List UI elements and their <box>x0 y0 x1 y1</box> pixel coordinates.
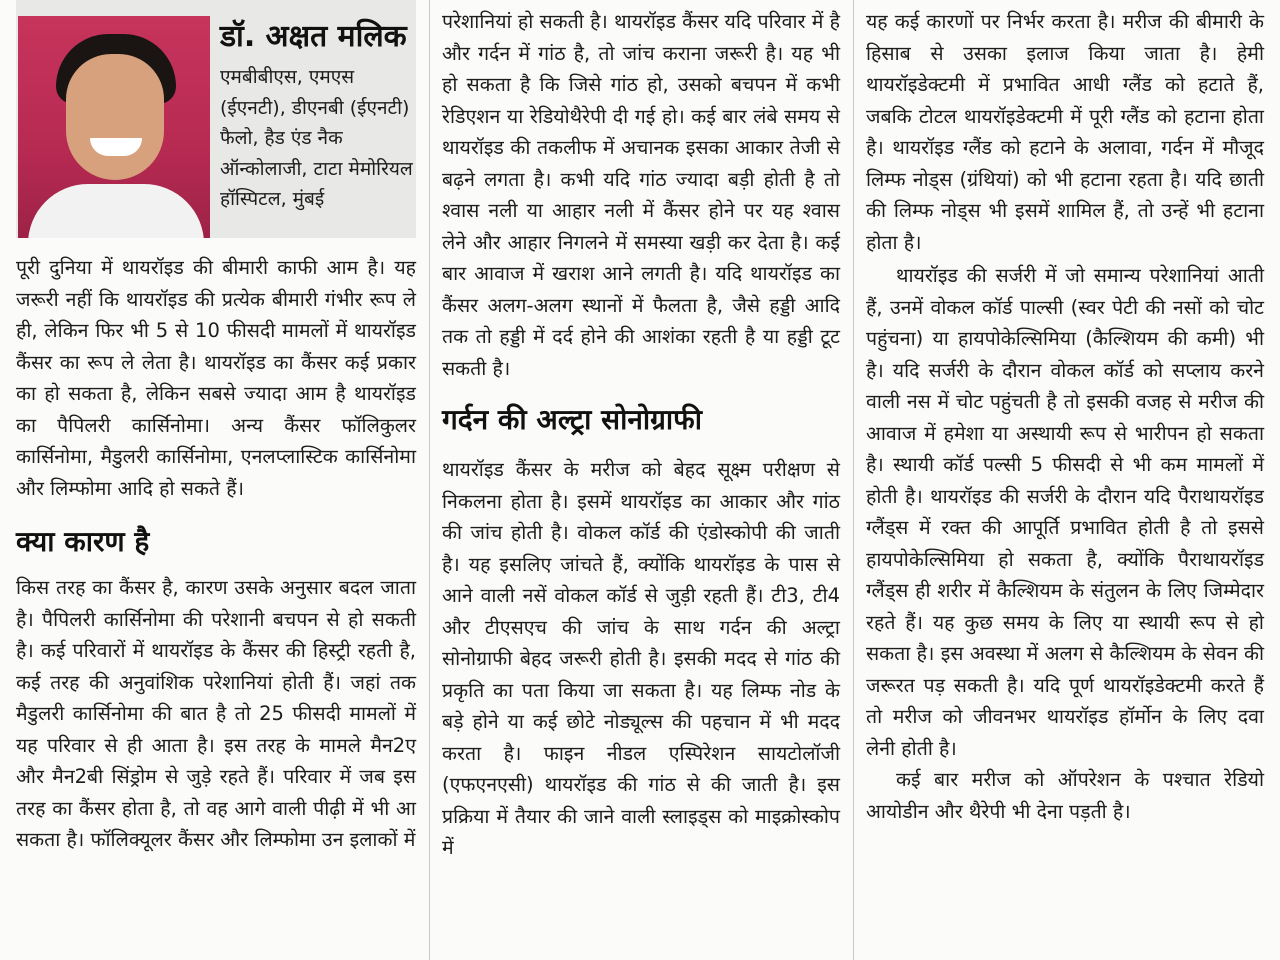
column-3 <box>866 0 1264 827</box>
author-designation: एमबीबीएस, एमएस (ईएनटी), डीएनबी (ईएनटी) फैलो, हैड एंड नैक ऑन्कोलाजी, टाटा मेमोरियल हॉस्पिटल, मुंबई <box>220 66 413 210</box>
radio-iodine-paragraph: कई बार मरीज को ऑपरेशन के पश्चात रेडियो आयोडीन और थैरेपी भी देना पड़ती है। <box>866 768 1264 823</box>
column-divider <box>429 0 430 960</box>
author-byline-box <box>16 0 416 238</box>
column-divider <box>853 0 854 960</box>
section-heading-causes: क्या कारण है <box>16 525 150 558</box>
author-name: डॉ. अक्षत मलिक <box>220 19 407 54</box>
causes-paragraph: किस तरह का कैंसर है, कारण उसके अनुसार बदल जाता है। पैपिलरी कार्सिनोमा की परेशानी बचपन से हो सकती है। कई परिवारों में थायरॉइड के कैंसर की हिस्ट्री रहती है, कई तरह की अनुवांशिक परेशानियां होती हैं। जहां तक मैडुलरी कार्सिनोमा की बात है तो 25 फीसदी मामलों में यह परिवार से ही आता है। इस तरह के मामले मैन2ए और मैन2बी सिंड्रोम से जुड़े रहते हैं। परिवार में जब इस तरह का कैंसर होता है, तो वह आगे वाली पीढ़ी में भी आ सकता है। फॉलिक्यूलर कैंसर और लिम्फोमा उन इलाकों में <box>16 576 416 851</box>
section-heading-ultrasonography: गर्दन की अल्ट्रा सोनोग्राफी <box>442 403 702 436</box>
author-byline-text <box>220 16 416 215</box>
treatment-paragraph: यह कई कारणों पर निर्भर करता है। मरीज की बीमारी के हिसाब से उसका इलाज किया जाता है। हेमी थायरॉइडेक्टमी में प्रभावित आधी ग्लैंड को हटाते हैं, जबकि टोटल थायरॉइडेक्टमी में पूरी ग्लैंड को हटाना होता है। थायरॉइड ग्लैंड को हटाने के अलावा, गर्दन में मौजूद लिम्फ नोड्स (ग्रंथियां) को भी हटाना रहता है। यदि छाती की लिम्फ नोड्स भी इसमें शामिल हैं, तो उन्हें भी हटाना होता है। <box>866 10 1264 254</box>
column-2 <box>442 0 840 864</box>
author-portrait-photo <box>18 16 210 238</box>
column-1 <box>16 0 416 856</box>
symptoms-paragraph: परेशानियां हो सकती है। थायरॉइड कैंसर यदि परिवार में है और गर्दन में गांठ है, तो जांच कराना जरूरी है। यह भी हो सकता है कि जिसे गांठ हो, उसको बचपन में कभी रेडिएशन या रेडियोथैरेपी दी गई हो। कई बार लंबे समय से थायरॉइड की तकलीफ में अचानक इसका आकार तेजी से बढ़ने लगता है। कभी यदि गांठ ज्यादा बड़ी होती है तो श्वास नली या आहार नली में कैंसर होने पर यह श्वास लेने और आहार निगलने में समस्या खड़ी कर देता है। कई बार आवाज में खराश आने लगती है। यदि थायरॉइड का कैंसर अलग-अलग स्थानों में फैलता है, जैसे हड्डी आदि तक तो हड्डी में दर्द होने की आशंका रहती है या हड्डी टूट सकती है। <box>442 10 840 380</box>
ultrasonography-paragraph: थायरॉइड कैंसर के मरीज को बेहद सूक्ष्म परीक्षण से निकलना होता है। इसमें थायरॉइड का आकार और गांठ की जांच होती है। वोकल कॉर्ड की एंडोस्कोपी की जाती है। यह इसलिए जांचते हैं, क्योंकि थायरॉइड के पास से आने वाली नसें वोकल कॉर्ड से जुड़ी रहती हैं। टी3, टी4 और टीएसएच की जांच के साथ गर्दन की अल्ट्रा सोनोग्राफी बेहद जरूरी होती है। इसकी मदद से गांठ की प्रकृति का पता किया जा सकता है। यह लिम्फ नोड के बड़े होने या कई छोटे नोड्यूल्स की पहचान में भी मदद करता है। फाइन नीडल एस्पिरेशन सायटोलॉजी (एफएनएसी) थायरॉइड की गांठ से की जाती है। इस प्रक्रिया में तैयार की जाने वाली स्लाइड्स को माइक्रोस्कोप में <box>442 458 840 859</box>
intro-paragraph: पूरी दुनिया में थायरॉइड की बीमारी काफी आम है। यह जरूरी नहीं कि थायरॉइड की प्रत्येक बीमारी गंभीर रूप ले ही, लेकिन फिर भी 5 से 10 फीसदी मामलों में थायरॉइड कैंसर का रूप ले लेता है। थायरॉइड का कैंसर कई प्रकार का हो सकता है, लेकिन सबसे ज्यादा आम है थायरॉइड का पैपिलरी कार्सिनोमा। अन्य कैंसर फॉलिकुलर कार्सिनोमा, मैडुलरी कार्सिनोमा, एनलप्लास्टिक कार्सिनोमा और लिम्फोमा आदि हो सकते हैं। <box>16 256 416 500</box>
surgery-complications-paragraph: थायरॉइड की सर्जरी में जो समान्य परेशानियां आती हैं, उनमें वोकल कॉर्ड पाल्सी (स्वर पेटी की नसों को चोट पहुंचना) या हायपोकेल्सिमिया (कैल्शियम की कमी) भी है। यदि सर्जरी के दौरान वोकल कॉर्ड को सप्लाय करने वाली नस में चोट पहुंचती है तो इसकी वजह से मरीज की आवाज में हमेशा या अस्थायी रूप से भारीपन हो सकता है। स्थायी कॉर्ड पल्सी 5 फीसदी से भी कम मामलों में होती है। थायरॉइड की सर्जरी के दौरान यदि पैराथायरॉइड ग्लैंड्स में रक्त की आपूर्ति प्रभावित होती है तो इससे हायपोकेल्सिमिया हो सकता है, क्योंकि पैराथायरॉइड ग्लैंड्स ही शरीर में कैल्शियम के संतुलन के लिए जिम्मेदार रहते हैं। यह कुछ समय के लिए या स्थायी रूप से हो सकता है। इस अवस्था में अलग से कैल्शियम के सेवन की जरूरत पड़ सकती है। यदि पूर्ण थायरॉइडेक्टमी करते हैं तो मरीज को जीवनभर थायरॉइड हॉर्मोन के लिए दवा लेनी होती है। <box>866 264 1264 760</box>
